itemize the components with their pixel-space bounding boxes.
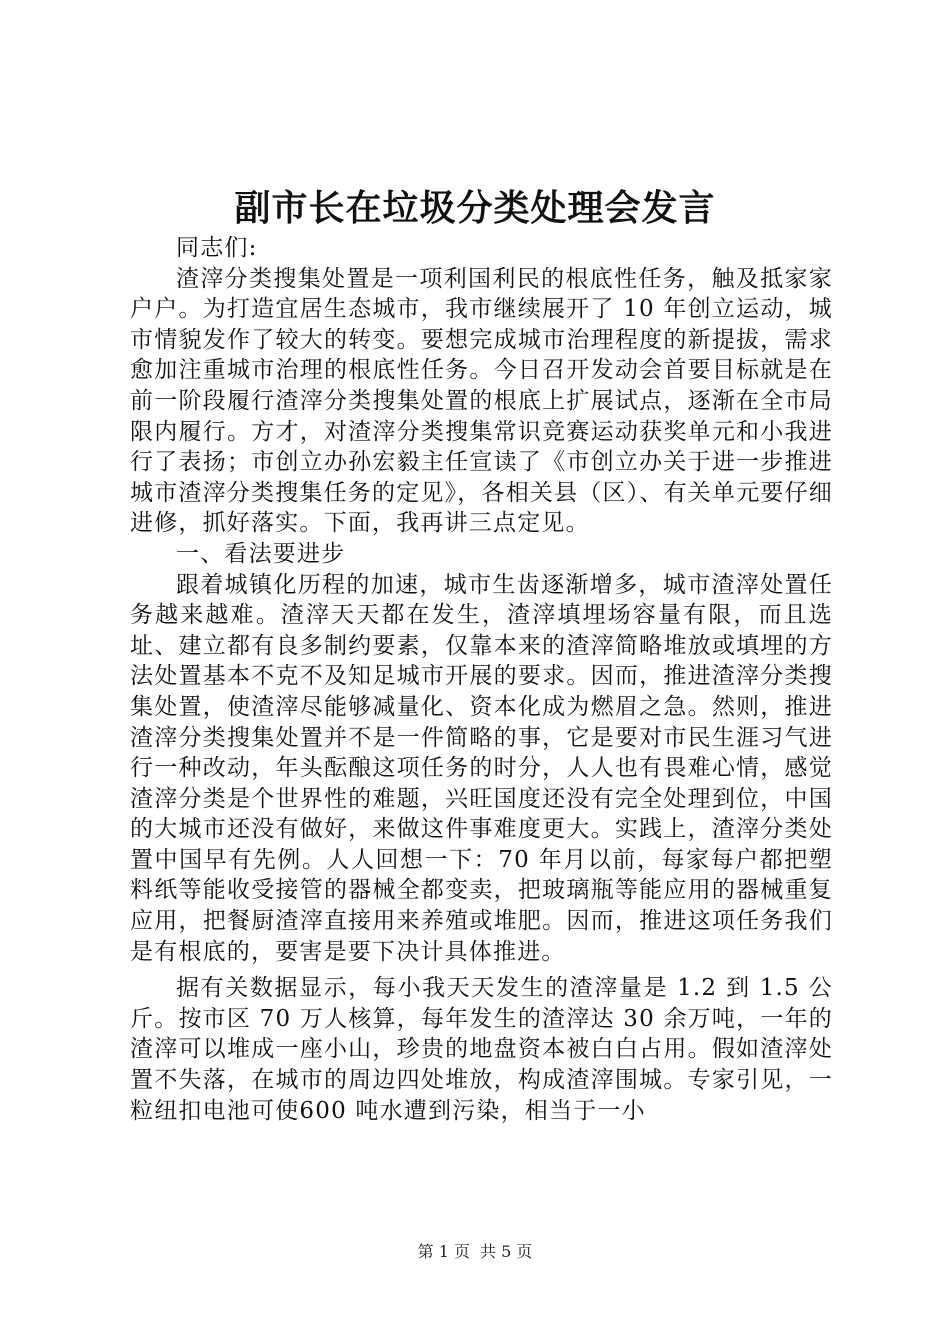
document-title: 副市长在垃圾分类处理会发言 [234,188,716,229]
section-heading-1: 一、看法要进步 [176,540,346,567]
page-number: 第 1 页 [417,1242,470,1261]
paragraph-intro: 渣滓分类搜集处置是一项利国利民的根底性任务，触及抵家家户户。为打造宜居生态城市，我市继续展开了 10 年创立运动，城市情貌发作了较大的转变。要想完成城市治理程度的新提拔，需求愈加注重城市治理的根底性任务。今日召开发动会首要目标就是在前一阶段履行渣滓分类搜集处置的根底上扩展试点，逐渐在全市局限内履行。方才，对渣滓分类搜集常识竞赛运动获奖单元和小我进行了表扬；市创立办孙宏毅主任宣读了《市创立办关于进一步推进城市渣滓分类搜集任务的定见》，各相关县（区）、有关单元要仔细进修，抓好落实。下面，我再讲三点定见。 [130,265,833,537]
salutation: 同志们: [176,235,258,261]
document-body [130,233,833,1126]
paragraph-body-1: 跟着城镇化历程的加速，城市生齿逐渐增多，城市渣滓处置任务越来越难。渣滓天天都在发生，渣滓填埋场容量有限，而且选址、建立都有良多制约要素，仅靠本来的渣滓简略堆放或填埋的方法处置基本不克不及知足城市开展的要求。因而，推进渣滓分类搜集处置，使渣滓尽能够减量化、资本化成为燃眉之急。然则，推进渣滓分类搜集处置并不是一件简略的事，它是要对市民生涯习气进行一种改动，年头酝酿这项任务的时分，人人也有畏难心情，感觉渣滓分类是个世界性的难题，兴旺国度还没有完全处理到位，中国的大城市还没有做好，来做这件事难度更大。实践上，渣滓分类处置中国早有先例。人人回想一下：70 年月以前，每家每户都把塑料纸等能收受接管的器械全都变卖，把玻璃瓶等能应用的器械重复应用，把餐厨渣滓直接用来养殖或堆肥。因而，推进这项任务我们是有根底的，要害是要下决计具体推进。 [130,571,833,965]
paragraph-body-2: 据有关数据显示，每小我天天发生的渣滓量是 1.2 到 1.5 公斤。按市区 70 万人核算，每年发生的渣滓达 30 余万吨，一年的渣滓可以堆成一座小山，珍贵的地盘资本被白白占用。假如渣滓处置不失落，在城市的周边四处堆放，构成渣滓围城。专家引见，一粒纽扣电池可使600 吨水遭到污染，相当于一小 [130,975,833,1124]
page-total: 共 5 页 [480,1242,533,1261]
page-footer [0,1241,950,1263]
